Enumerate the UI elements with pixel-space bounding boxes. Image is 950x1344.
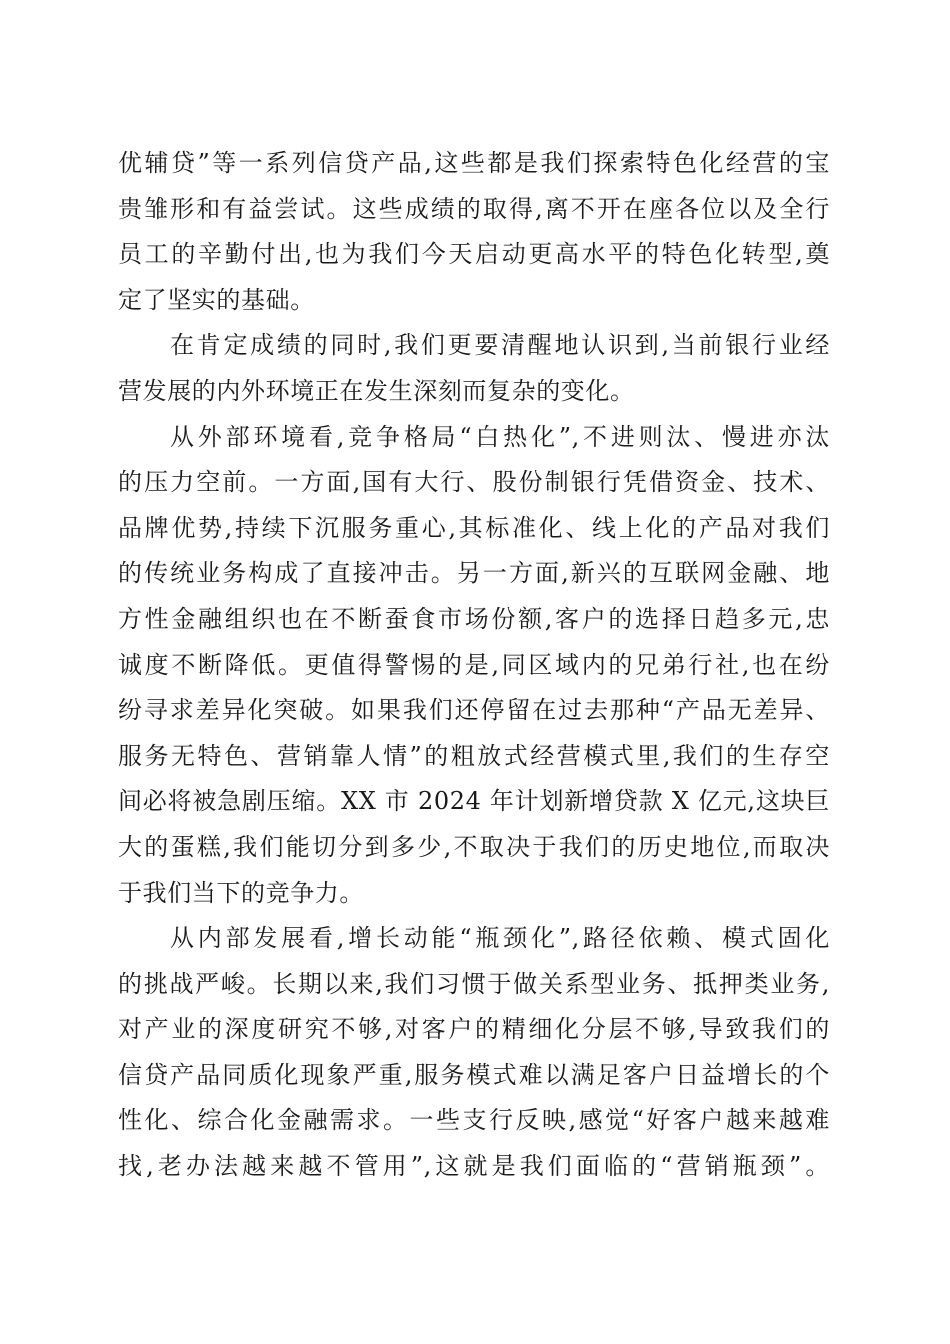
paragraph-first-line: 从内部发展看,增长动能“瓶颈化”,路径依赖、模式固化 xyxy=(170,924,830,953)
text-line: 信贷产品同质化现象严重,服务模式难以满足客户日益增长的个 xyxy=(118,1060,830,1089)
text-line: 性化、综合化金融需求。一些支行反映,感觉“好客户越来越难 xyxy=(118,1106,830,1135)
paragraph-first-line: 从外部环境看,竞争格局“白热化”,不进则汰、慢进亦汰 xyxy=(170,422,830,451)
text-line: 优辅贷”等一系列信贷产品,这些都是我们探索特色化经营的宝 xyxy=(118,149,830,177)
text-line: 大的蛋糕,我们能切分到多少,不取决于我们的历史地位,而取决 xyxy=(118,832,830,861)
text-line: 贵雏形和有益尝试。这些成绩的取得,离不开在座各位以及全行 xyxy=(118,194,830,223)
text-line: 对产业的深度研究不够,对客户的精细化分层不够,导致我们的 xyxy=(118,1015,830,1044)
text-line: 营发展的内外环境正在发生深刻而复杂的变化。 xyxy=(118,376,635,405)
text-line: 员工的辛勤付出,也为我们今天启动更高水平的特色化转型,奠 xyxy=(118,240,830,269)
text-line: 间必将被急剧压缩。XX 市 2024 年计划新增贷款 X 亿元,这块巨 xyxy=(118,787,830,816)
text-line: 定了坚实的基础。 xyxy=(118,285,315,314)
text-line: 的压力空前。一方面,国有大行、股份制银行凭借资金、技术、 xyxy=(118,468,830,497)
text-line: 品牌优势,持续下沉服务重心,其标准化、线上化的产品对我们 xyxy=(118,513,830,542)
text-line: 服务无特色、营销靠人情”的粗放式经营模式里,我们的生存空 xyxy=(118,741,830,770)
text-line: 纷寻求差异化突破。如果我们还停留在过去那种“产品无差异、 xyxy=(118,696,830,725)
paragraph-first-line: 在肯定成绩的同时,我们更要清醒地认识到,当前银行业经 xyxy=(170,331,830,360)
text-line: 找,老办法越来越不管用”,这就是我们面临的“营销瓶颈”。 xyxy=(118,1152,830,1181)
text-line: 方性金融组织也在不断蚕食市场份额,客户的选择日趋多元,忠 xyxy=(118,604,830,633)
text-line: 的挑战严峻。长期以来,我们习惯于做关系型业务、抵押类业务, xyxy=(118,969,830,998)
text-line: 诚度不断降低。更值得警惕的是,同区域内的兄弟行社,也在纷 xyxy=(118,650,830,679)
text-line: 于我们当下的竞争力。 xyxy=(118,878,364,907)
text-line: 的传统业务构成了直接冲击。另一方面,新兴的互联网金融、地 xyxy=(118,559,830,588)
body-text xyxy=(118,141,830,1190)
